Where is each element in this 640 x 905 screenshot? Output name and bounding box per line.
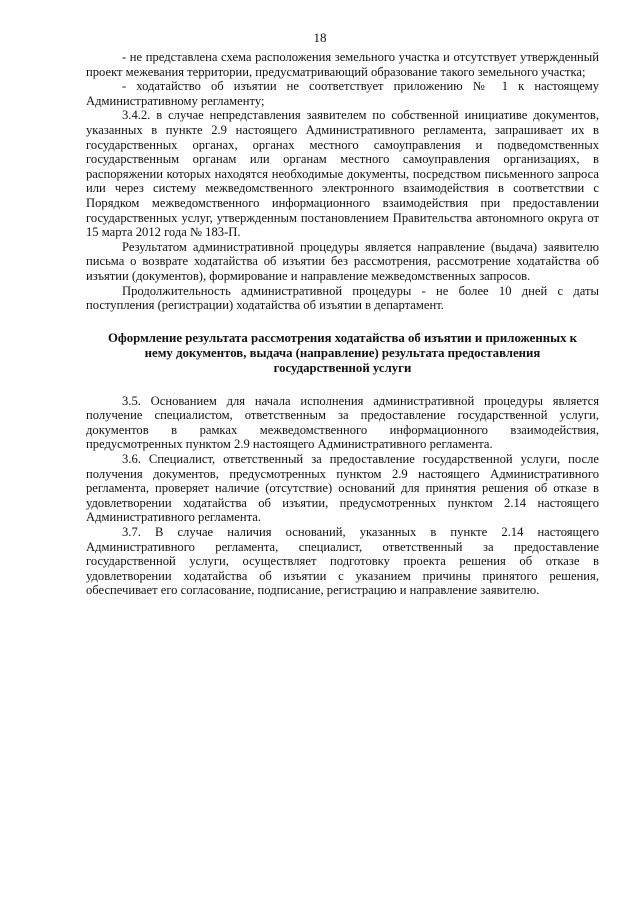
paragraph-3-5: 3.5. Основанием для начала исполнения административной процедуры является получение специалистом, ответственным за предоставление государственной услуги, документов в рамках межведомственного информационного взаимодействия, предусмотренных пунктом 2.9 настоящего Административного регламента. xyxy=(86,393,599,452)
paragraph-missing-scheme: - не представлена схема расположения земельного участка и отсутствует утвержденный проект межевания территории, предусматривающий образование такого земельного участка; xyxy=(86,50,599,79)
paragraph-procedure-result: Результатом административной процедуры является направление (выдача) заявителю письма о возврате ходатайства об изъятии без рассмотрения, рассмотрение ходатайства об изъятии (документов), формирование и направление межведомственных запросов. xyxy=(86,239,599,283)
page-number: 18 xyxy=(313,30,327,45)
paragraph-nonconforming-request: - ходатайство об изъятии не соответствует приложению № 1 к настоящему Административному регламенту; xyxy=(86,79,599,108)
paragraph-procedure-duration: Продолжительность административной процедуры - не более 10 дней с даты поступления (регистрации) ходатайства об изъятии в департамент. xyxy=(86,283,599,313)
paragraph-3-4-2: 3.4.2. в случае непредставления заявителем по собственной инициативе документов, указанных в пункте 2.9 настоящего Административного регламента, запрашивает их в государственных органах, органах местного самоуправления и подведомственных государственным органам или органам местного самоуправления организациях, в распоряжении которых находятся необходимые документы, посредством письменного запроса или через систему межведомственного электронного взаимодействия в соответствии с Порядком межведомственного информационного взаимодействия при предоставлении государственных услуг, утвержденным постановлением Правительства автономного округа от 15 марта 2012 года № 183-П. xyxy=(86,108,599,240)
paragraph-3-7: 3.7. В случае наличия оснований, указанных в пункте 2.14 настоящего Административного регламента, специалист, ответственный за предоставление государственной услуги, осуществляет подготовку проекта решения об отказе в удовлетворении ходатайства об изъятии с указанием причины принятого решения, обеспечивает его согласование, подписание, регистрацию и направление заявителю. xyxy=(86,525,599,598)
paragraph-3-6: 3.6. Специалист, ответственный за предоставление государственной услуги, после получения документов, предусмотренных пунктом 2.9 настоящего Административного регламента, проверяет наличие (отсутствие) оснований для принятия решения об отказе в удовлетворении ходатайства об изъятии, предусмотренных пунктом 2.14 настоящего Административного регламента. xyxy=(86,452,599,525)
section-heading: Оформление результата рассмотрения ходатайства об изъятии и приложенных к нему документов, выдача (направление) результата предоставления государственной услуги xyxy=(107,330,578,375)
document-body xyxy=(86,50,599,598)
